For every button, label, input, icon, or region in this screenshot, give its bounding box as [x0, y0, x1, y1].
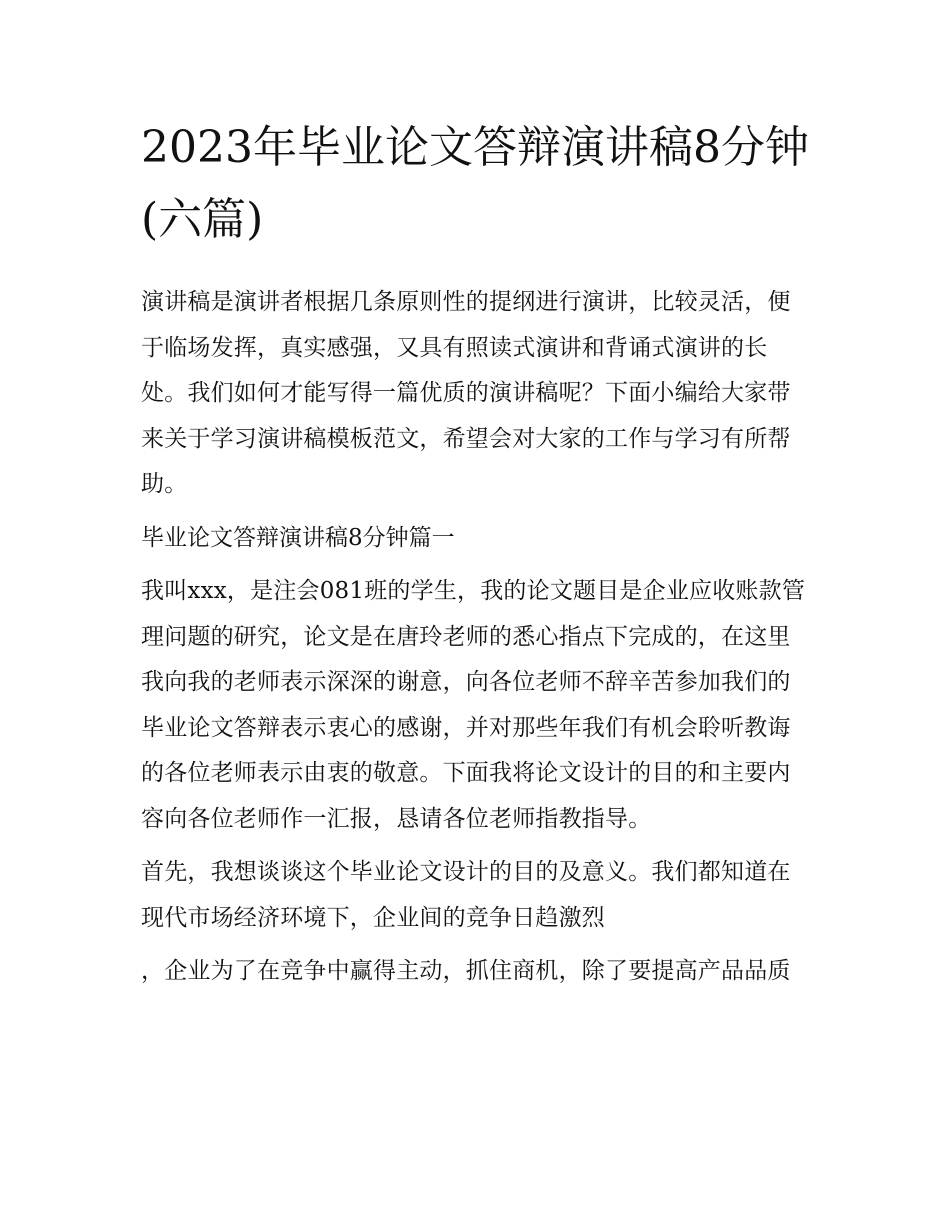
intro-paragraph: 演讲稿是演讲者根据几条原则性的提纲进行演讲，比较灵活，便于临场发挥，真实感强，又具有照读式演讲和背诵式演讲的长处。我们如何才能写得一篇优质的演讲稿呢？下面小编给大家带来关于学习演讲稿模板范文，希望会对大家的工作与学习有所帮助。	[141, 289, 791, 497]
section-heading: 毕业论文答辩演讲稿8分钟篇一	[141, 524, 455, 551]
body-paragraph-3: ，企业为了在竞争中赢得主动，抓住商机，除了要提高产品品质	[141, 958, 791, 984]
body-paragraph-1: 我叫xxx，是注会081班的学生，我的论文题目是企业应收账款管理问题的研究，论文是在唐玲老师的悉心指点下完成的，在这里我向我的老师表示深深的谢意，向各位老师不辞辛苦参加我们的毕业论文答辩表示衷心的感谢，并对那些年我们有机会聆听教诲的各位老师表示由衷的敬意。下面我将论文设计的目的和主要内容向各位老师作一汇报，恳请各位老师指教指导。	[141, 578, 806, 832]
document-title: 2023年毕业论文答辩演讲稿8分钟(六篇)	[141, 122, 809, 245]
document-content	[141, 112, 813, 995]
body-paragraph-2: 首先，我想谈谈这个毕业论文设计的目的及意义。我们都知道在现代市场经济环境下，企业间的竞争日趋激烈	[141, 859, 791, 931]
